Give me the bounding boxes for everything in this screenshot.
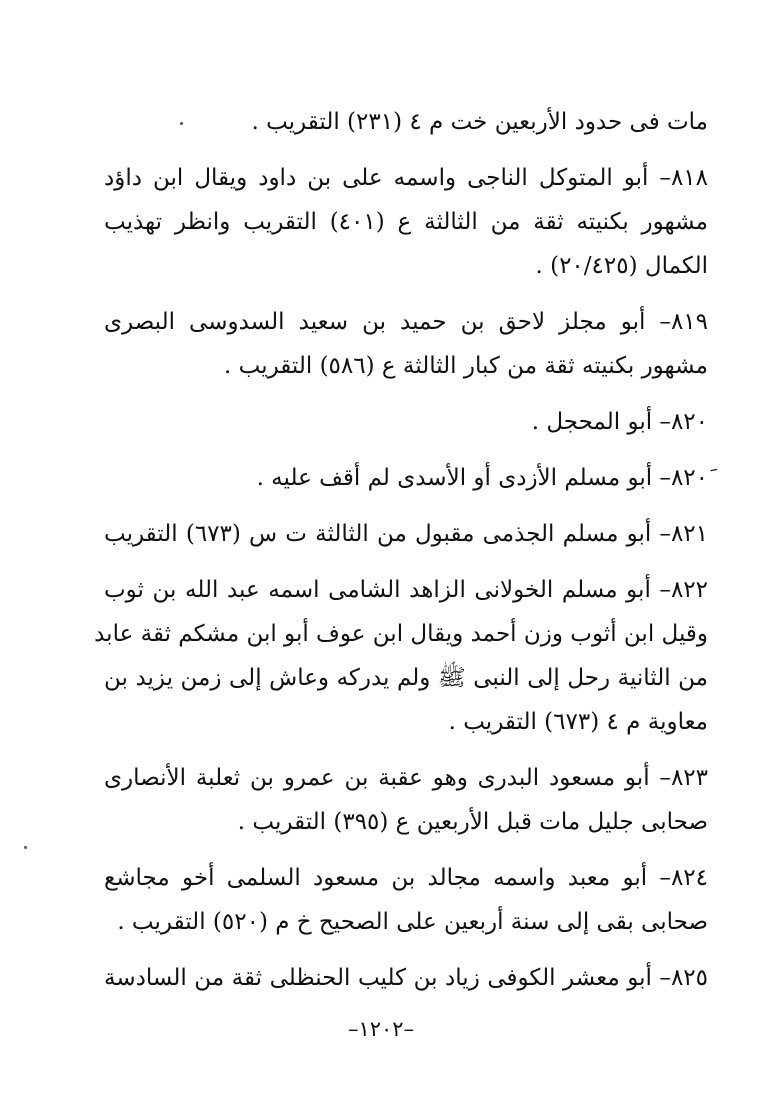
entry-continuation — [104, 100, 708, 144]
entry-line: الكمال (٢٠/٤٢٥) . — [535, 253, 708, 279]
entry-line: من الثانية رحل إلى النبى ﷺ ولم يدركه وعاش إلى زمن يزيد بن — [104, 665, 708, 691]
entry-line: وقيل ابن أثوب وزن أحمد ويقال ابن عوف أبو ابن مشكم ثقة عابد — [94, 621, 708, 647]
entry-line: مشهور بكنيته ثقة من الثالثة ع (٤٠١) التقريب وانظر تهذيب — [104, 209, 708, 235]
entry-line: ٨١٩– أبو مجلز لاحق بن حميد بن سعيد السدوسى البصرى — [104, 309, 708, 335]
entry-line: معاوية م ٤ (٦٧٣) التقريب . — [448, 709, 708, 735]
entry-line: ٨١٨– أبو المتوكل الناجى واسمه على بن داود ويقال ابن داؤد — [104, 165, 708, 191]
entry-line: ٨٢٢– أبو مسلم الخولانى الزاهد الشامى اسمه عبد الله بن ثوب — [104, 577, 708, 603]
entry-821 — [104, 512, 708, 556]
scan-speck — [180, 122, 183, 125]
entry-line: ٨٢٠– أبو المحجل . — [531, 409, 708, 435]
entry-line: ٨٢٠َ– أبو مسلم الأزدى أو الأسدى لم أقف عليه . — [256, 465, 708, 491]
entry-820 — [104, 400, 708, 444]
entry-823 — [104, 756, 708, 844]
entry-824 — [104, 856, 708, 944]
entry-line: صحابى جليل مات قبل الأربعين ع (٣٩٥) التقريب . — [237, 809, 708, 835]
entry-line: مات فى حدود الأربعين خت م ٤ (٢٣١) التقريب . — [251, 109, 708, 135]
entry-line: ٨٢٣– أبو مسعود البدرى وهو عقبة بن عمرو بن ثعلبة الأنصارى — [104, 765, 708, 791]
entry-line: مشهور بكنيته ثقة من كبار الثالثة ع (٥٨٦) التقريب . — [223, 353, 708, 379]
entry-825 — [104, 956, 708, 1000]
entry-line: ٨٢٤– أبو معبد واسمه مجالد بن مسعود السلمى أخو مجاشع — [104, 865, 708, 891]
entry-line: ٨٢١– أبو مسلم الجذمى مقبول من الثالثة ت س (٦٧٣) التقريب — [104, 521, 708, 547]
entry-822 — [94, 568, 708, 744]
scan-speck — [24, 846, 27, 849]
entry-818 — [104, 156, 708, 288]
entry-820-bis — [104, 456, 708, 500]
page-number: –١٢٠٢– — [347, 1017, 415, 1041]
entry-line: صحابى بقى إلى سنة أربعين على الصحيح خ م (٥٢٠) التقريب . — [117, 909, 708, 935]
entries-block — [94, 100, 708, 1000]
entry-line: ٨٢٥– أبو معشر الكوفى زياد بن كليب الحنظلى ثقة من السادسة — [104, 965, 708, 991]
entry-819 — [104, 300, 708, 388]
